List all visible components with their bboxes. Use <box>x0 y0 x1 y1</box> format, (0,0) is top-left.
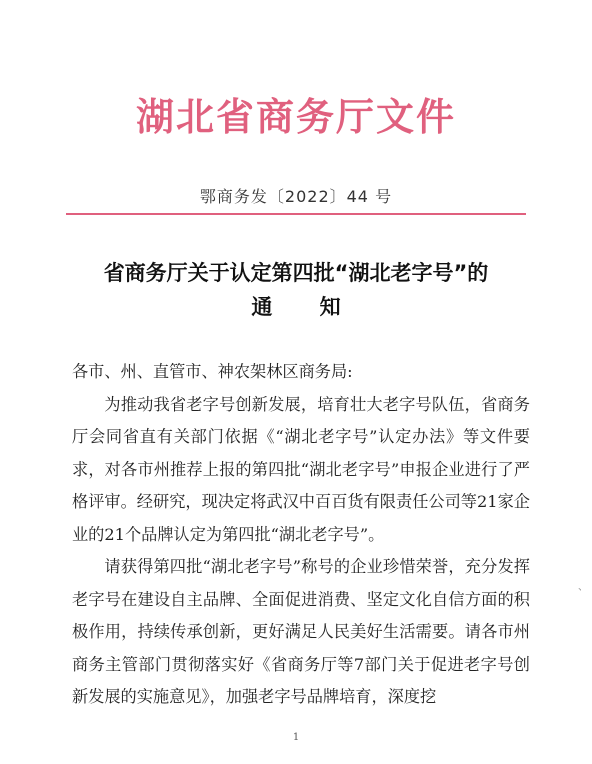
notice-body <box>72 356 530 714</box>
notice-title-line-2: 通 知 <box>251 295 361 319</box>
notice-title <box>0 256 592 324</box>
page-number: 1 <box>292 732 300 743</box>
body-paragraph-1: 为推动我省老字号创新发展，培育壮大老字号队伍，省商务厅会同省直有关部门依据《“湖北老字号”认定办法》等文件要求，对各市州推荐上报的第四批“湖北老字号”申报企业进行了严格评审。经研究，现决定将武汉中百百货有限责任公司等21家企业的21个品牌认定为第四批“湖北老字号”。 <box>72 394 530 544</box>
salutation: 各市、州、直管市、神农架林区商务局: <box>72 362 353 381</box>
document-number: 鄂商务发〔2022〕44 号 <box>199 187 393 206</box>
margin-mark: 、 <box>578 582 588 593</box>
document-header-title: 湖北省商务厅文件 <box>135 95 456 139</box>
header-divider <box>66 213 526 215</box>
body-paragraph-2: 请获得第四批“湖北老字号”称号的企业珍惜荣誉，充分发挥老字号在建设自主品牌、全面促进消费、坚定文化自信方面的积极作用，持续传承创新，更好满足人民美好生活需要。请各市州商务主管部门贯彻落实好《省商务厅等7部门关于促进老字号创新发展的实施意见》，加强老字号品牌培育，深度挖 <box>72 557 530 706</box>
notice-title-line-1: 省商务厅关于认定第四批“湖北老字号”的 <box>103 261 489 285</box>
